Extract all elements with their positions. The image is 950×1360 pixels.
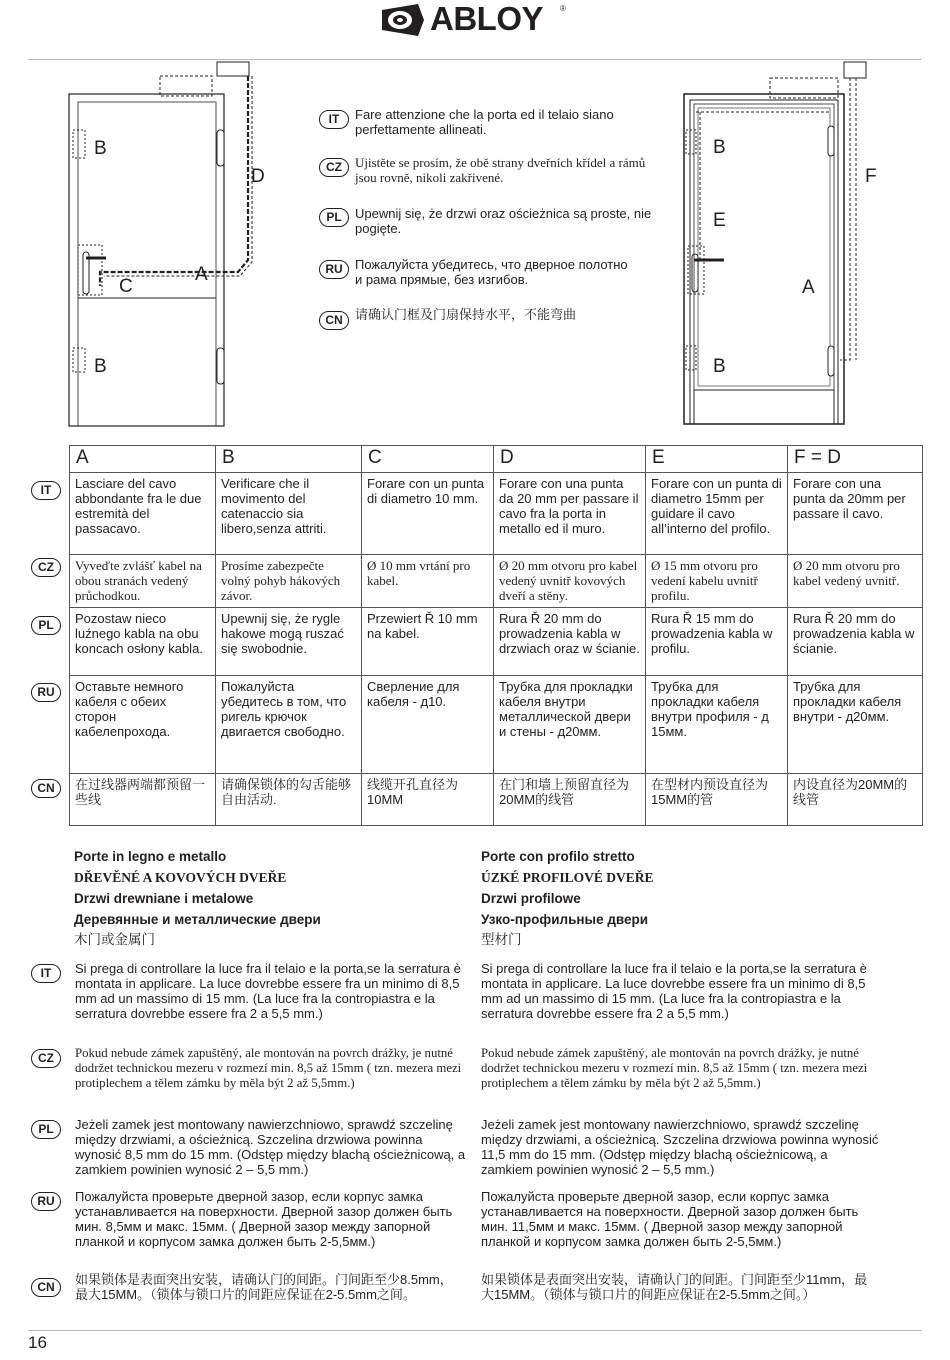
table-cell: Forare con un punta di diametro 15mm per guidare il cavo all’interno del profilo. xyxy=(646,473,788,555)
right-section-heading-it: Porte con profilo stretto xyxy=(481,849,635,864)
label-right-f: F xyxy=(865,166,877,187)
table-cell: 内设直径为20MM的线管 xyxy=(788,774,923,826)
right-section-heading-ru: Узко-профильные двери xyxy=(481,912,649,927)
label-left-b-top: B xyxy=(94,138,107,159)
right-section-heading-cz: ÚZKÉ PROFILOVÉ DVEŘE xyxy=(481,870,654,885)
right-paragraph-pl: Jeżeli zamek jest montowany nawierzchniowo, sprawdź szczelinę między drzwiami, a ościeżnicą. Szczelina drzwiowa powinna wynosić 11,5 mm do 15 mm. (Odstęp między blachą ościeżnicową, a zamkiem powinien wynosić 2 – 5,5 mm.) xyxy=(481,1117,879,1177)
table-cell: Rura Ř 15 mm do prowadzenia kabla w profilu. xyxy=(646,608,788,676)
label-left-b-bottom: B xyxy=(94,356,107,377)
label-right-a: A xyxy=(802,277,815,298)
lang-badge-it: IT xyxy=(319,110,349,129)
table-cell: Пожалуйста убедитесь в том, что ригель крючок двигается свободно. xyxy=(216,676,362,774)
left-paragraph-pl: Jeżeli zamek jest montowany nawierzchniowo, sprawdź szczelinę między drzwiami, a ościeżnicą. Szczelina drzwiowa powinna wynosić 8,5 mm do 15 mm. (Odstęp między blachą ościeżnicową, a zamkiem powinien wynosić 2 – 5,5 mm.) xyxy=(75,1117,466,1177)
label-left-c: C xyxy=(119,276,133,297)
table-cell: 线缆开孔直径为10MM xyxy=(362,774,494,826)
brand-reg-mark: ® xyxy=(560,4,566,13)
lang-badge-ru: RU xyxy=(319,260,349,279)
note-cz: Ujistěte se prosím, že obě strany dveřních křídel a rámů jsou rovně, nikoli zakřivené. xyxy=(355,155,646,185)
right-paragraph-ru: Пожалуйста проверьте дверной зазор, если корпус замка устанавливается на поверхности. Дверной зазор должен быть мин. 11,5мм и макс. 15мм. ( Дверной зазор между запорной планкой и корпусом замка должен быть 2-5,5мм.) xyxy=(481,1189,859,1249)
right-paragraph-cz: Pokud nebude zámek zapuštěný, ale montován na povrch drážky, je nutné dodržet technickou mezeru v rozmezí min. 8,5 až 15mm ( tzn. mezera mezi protiplechem a tělem zámku by měla být 2 až 5,5mm.) xyxy=(481,1046,868,1090)
note-pl: Upewnij się, że drzwi oraz ościeżnica są proste, nie pogięte. xyxy=(355,206,652,236)
right-paragraph-it: Si prega di controllare la luce fra il telaio e la porta,se la serratura è montata in applicare. La luce dovrebbe essere fra un minimo di 8,5 mm ad un massimo di 15 mm. (La luce fra la contropiastra e la serratura dovrebbe essere fra 2 a 5,5 mm.) xyxy=(481,961,867,1021)
table-cell: Upewnij się, że rygle hakowe mogą ruszać się swobodnie. xyxy=(216,608,362,676)
note-it: Fare attenzione che la porta ed il telaio siano perfettamente allineati. xyxy=(355,107,614,137)
row-badge-it: IT xyxy=(31,481,61,500)
table-cell: Ø 20 mm otvoru pro kabel vedený uvnitř kovových dveří a stěny. xyxy=(494,555,646,608)
abloy-key-icon xyxy=(378,2,426,38)
table-cell: Сверление для кабеля - д10. xyxy=(362,676,494,774)
bottom-badge-cn: CN xyxy=(31,1278,61,1297)
col-header-f: F = D xyxy=(788,446,923,473)
table-cell: Forare con un punta di diametro 10 mm. xyxy=(362,473,494,555)
bottom-badge-ru: RU xyxy=(31,1192,61,1211)
abloy-logo xyxy=(378,2,578,42)
right-paragraph-cn: 如果锁体是表面突出安装，请确认门的间距。门间距至少11mm，最大15MM。（锁体与锁口片的间距应保证在2-5.5mm之间。） xyxy=(481,1272,868,1302)
col-header-a: A xyxy=(70,446,216,473)
label-right-e: E xyxy=(713,210,726,231)
left-section-heading-cn: 木门或金属门 xyxy=(74,932,155,947)
table-cell: Prosíme zabezpečte volný pohyb hákových závor. xyxy=(216,555,362,608)
lang-badge-cz: CZ xyxy=(319,158,349,177)
label-left-d: D xyxy=(251,166,265,187)
row-badge-cz: CZ xyxy=(31,558,61,577)
label-right-b-bottom: B xyxy=(713,356,726,377)
left-section-heading-cz: DŘEVĚNÉ A KOVOVÝCH DVEŘE xyxy=(74,870,287,885)
table-cell: Vyveďte zvlášť kabel na obou stranách vedený průchodkou. xyxy=(70,555,216,608)
footer-rule xyxy=(28,1330,922,1331)
table-cell: Ø 20 mm otvoru pro kabel vedený uvnitř. xyxy=(788,555,923,608)
left-paragraph-cn: 如果锁体是表面突出安装，请确认门的间距。门间距至少8.5mm，最大15MM。（锁体与锁口片的间距应保证在2-5.5mm之间。 xyxy=(75,1272,453,1302)
bottom-badge-pl: PL xyxy=(31,1120,61,1139)
table-cell: Forare con una punta da 20mm per passare il cavo. xyxy=(788,473,923,555)
row-badge-pl: PL xyxy=(31,616,61,635)
table-cell: Rura Ř 20 mm do prowadzenia kabla w drzwiach oraz w ścianie. xyxy=(494,608,646,676)
right-section-heading-cn: 型材门 xyxy=(481,932,522,947)
left-paragraph-ru: Пожалуйста проверьте дверной зазор, если корпус замка устанавливается на поверхности. Дверной зазор должен быть мин. 8,5мм и макс. 15мм. ( Дверной зазор между запорной планкой и корпусом замка должен быть 2-5,5мм.) xyxy=(75,1189,453,1249)
table-cell: Forare con una punta da 20 mm per passare il cavo fra la porta in metallo ed il muro. xyxy=(494,473,646,555)
table-cell: 在型材内预设直径为15MM的管 xyxy=(646,774,788,826)
table-cell: Rura Ř 20 mm do prowadzenia kabla w ścianie. xyxy=(788,608,923,676)
col-header-b: B xyxy=(216,446,362,473)
table-cell: Pozostaw nieco luźnego kabla na obu koncach osłony kabla. xyxy=(70,608,216,676)
left-paragraph-it: Si prega di controllare la luce fra il telaio e la porta,se la serratura è montata in applicare. La luce dovrebbe essere fra un minimo di 8,5 mm ad un massimo di 15 mm. (La luce fra la contropiastra e la serratura dovrebbe essere fra 2 a 5,5 mm.) xyxy=(75,961,461,1021)
table-cell: Ø 15 mm otvoru pro vedení kabelu uvnitř profilu. xyxy=(646,555,788,608)
label-right-b-top: B xyxy=(713,137,726,158)
note-cn: 请确认门框及门扇保持水平，不能弯曲 xyxy=(355,307,577,322)
instruction-table xyxy=(69,445,923,826)
col-header-d: D xyxy=(494,446,646,473)
table-row-it xyxy=(70,473,923,555)
table-row-cz xyxy=(70,555,923,608)
table-cell: Ø 10 mm vrtání pro kabel. xyxy=(362,555,494,608)
left-section-heading-ru: Деревянные и металлические двери xyxy=(74,912,321,927)
bottom-badge-cz: CZ xyxy=(31,1049,61,1068)
left-section-heading-pl: Drzwi drewniane i metalowe xyxy=(74,891,254,906)
lang-badge-cn: CN xyxy=(319,311,349,330)
brand-name: ABLOY xyxy=(430,0,543,37)
right-door-diagram xyxy=(680,60,880,430)
col-header-e: E xyxy=(646,446,788,473)
left-section-heading-it: Porte in legno e metallo xyxy=(74,849,227,864)
right-section-heading-pl: Drzwi profilowe xyxy=(481,891,581,906)
table-header-row xyxy=(70,446,923,473)
note-ru: Пожалуйста убедитесь, что дверное полотно и рама прямые, без изгибов. xyxy=(355,257,628,287)
bottom-badge-it: IT xyxy=(31,964,61,983)
table-row-cn xyxy=(70,774,923,826)
table-cell: Lasciare del cavo abbondante fra le due estremità del passacavo. xyxy=(70,473,216,555)
table-row-ru xyxy=(70,676,923,774)
row-badge-cn: CN xyxy=(31,779,61,798)
label-left-a: A xyxy=(195,264,208,285)
table-cell: Przewiert Ř 10 mm na kabel. xyxy=(362,608,494,676)
lang-badge-pl: PL xyxy=(319,208,349,227)
table-cell: Трубка для прокладки кабеля внутри металлической двери и стены - д20мм. xyxy=(494,676,646,774)
col-header-c: C xyxy=(362,446,494,473)
table-cell: Трубка для прокладки кабеля внутри профиля - д 15мм. xyxy=(646,676,788,774)
table-cell: 在门和墙上预留直径为20MM的线管 xyxy=(494,774,646,826)
table-row-pl xyxy=(70,608,923,676)
table-cell: Verificare che il movimento del catenaccio sia libero,senza attriti. xyxy=(216,473,362,555)
row-badge-ru: RU xyxy=(31,683,61,702)
table-cell: Трубка для прокладки кабеля внутри - д20мм. xyxy=(788,676,923,774)
table-cell: Оставьте немного кабеля с обеих сторон кабелепрохода. xyxy=(70,676,216,774)
left-paragraph-cz: Pokud nebude zámek zapuštěný, ale montován na povrch drážky, je nutné dodržet technickou mezeru v rozmezí min. 8,5 až 15mm ( tzn. mezera mezi protiplechem a tělem zámku by měla být 2 až 5,5mm.) xyxy=(75,1046,462,1090)
table-cell: 在过线器两端都预留一些线 xyxy=(70,774,216,826)
table-cell: 请确保锁体的勾舌能够自由活动. xyxy=(216,774,362,826)
page-number: 16 xyxy=(28,1333,47,1352)
